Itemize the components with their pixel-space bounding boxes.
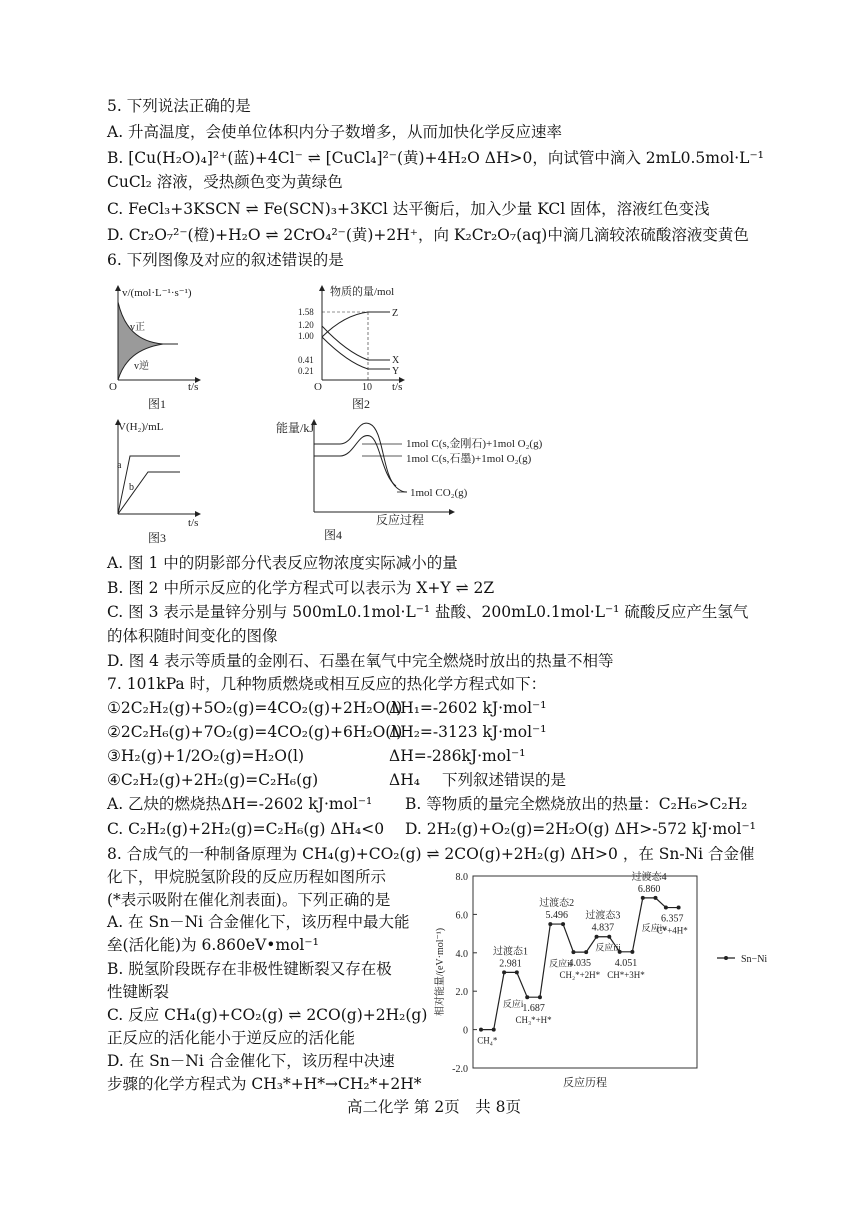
fig4-level-graphite: 1mol C(s,石墨)+1mol O₂(g) (406, 453, 532, 465)
q7-eq4: ④C₂H₂(g)+2H₂(g)=C₂H₆(g) (107, 771, 319, 789)
transition-state-label: 过渡态3 (585, 910, 621, 922)
figure-4 (262, 416, 562, 544)
fig3-xlabel: t/s (188, 517, 199, 529)
step-label: 反应iii (595, 942, 621, 953)
fig4-xlabel: 反应过程 (376, 513, 425, 527)
q7-option-b: B. 等物质的量完全燃烧放出的热量：C₂H₆>C₂H₂ (405, 795, 748, 813)
q5-option-c: C. FeCl₃+3KSCN ⇌ Fe(SCN)₃+3KCl 达平衡后，加入少量 KCl 固体，溶液红色变浅 (107, 200, 710, 218)
q6-option-c-line1: C. 图 3 表示是量锌分别与 500mL0.1mol·L⁻¹ 盐酸、200mL0.1mol·L⁻¹ 硫酸反应产生氢气 (107, 603, 749, 621)
fig1-caption: 图1 (148, 397, 167, 411)
q6-option-b: B. 图 2 中所示反应的化学方程式可以表示为 X+Y ⇌ 2Z (107, 579, 495, 597)
q7-dh2: ΔH₂=-3123 kJ·mol⁻¹ (389, 723, 547, 741)
y-tick-label: -2.0 (452, 1064, 468, 1075)
data-point (653, 896, 657, 900)
species-label: CH₂*+2H* (559, 970, 601, 981)
fig4-caption: 图4 (324, 528, 343, 542)
fig2-xtick: 10 (362, 382, 372, 393)
q8-option-c-line2: 正反应的活化能小于逆反应的活化能 (107, 1029, 356, 1047)
step-label: 反应iv (641, 922, 667, 933)
fig2-ylabel: 物质的量/mol (330, 286, 395, 298)
value-label: 5.496 (545, 910, 568, 922)
data-point (584, 950, 588, 954)
q8-option-a-line1: A. 在 Sn－Ni 合金催化下，该历程中最大能 (107, 913, 410, 931)
q8-option-a-line2: 垒(活化能)为 6.860eV•mol⁻¹ (107, 936, 319, 954)
y-tick-label: 6.0 (455, 910, 468, 922)
value-label: 6.860 (637, 883, 661, 895)
value-label: 1.687 (522, 1003, 545, 1015)
energy-profile-chart (425, 868, 845, 1098)
data-point (607, 935, 611, 939)
value-label: 2.981 (499, 958, 522, 970)
data-point (561, 922, 565, 926)
q7-dh1: ΔH₁=-2602 kJ·mol⁻¹ (389, 699, 547, 717)
q8-option-d-line2: 步骤的化学方程式为 CH₃*+H*→CH₂*+2H* (107, 1075, 422, 1093)
q8-option-c-line1: C. 反应 CH₄(g)+CO₂(g) ⇌ 2CO(g)+2H₂(g) (107, 1006, 428, 1024)
legend-label: Sn−Ni (741, 954, 768, 965)
data-point (492, 1028, 496, 1032)
q5-option-a: A. 升高温度，会使单位体积内分子数增多，从而加快化学反应速率 (107, 123, 563, 141)
fig3-curve-b: b (129, 482, 134, 493)
q5-option-d: D. Cr₂O₇²⁻(橙)+H₂O ⇌ 2CrO₄²⁻(黄)+2H⁺，向 K₂Cr₂O₇(aq)中滴几滴较浓硫酸溶液变黄色 (107, 226, 749, 244)
data-point (538, 995, 542, 999)
q8-stem: 8. 合成气的一种制备原理为 CH₄(g)+CO₂(g) ⇌ 2CO(g)+2H₂(g) ΔH>0 ，在 Sn-Ni 合金催 (107, 845, 755, 863)
fig1-v-forward: v正 (130, 322, 145, 333)
value-label: 4.035 (568, 958, 592, 970)
data-point (630, 950, 634, 954)
fig2-caption: 图2 (352, 397, 371, 411)
q6-stem: 6. 下列图像及对应的叙述错误的是 (107, 251, 344, 269)
x-axis-label: 反应历程 (563, 1077, 607, 1089)
fig1-ylabel: v/(mol·L⁻¹·s⁻¹) (122, 287, 192, 299)
page-footer: 高二化学 第 2页 共 8页 (346, 1098, 521, 1116)
q7-dh4: ΔH₄ (389, 771, 420, 789)
fig2-tick: 1.58 (298, 307, 314, 317)
fig2-xlabel: t/s (392, 381, 403, 393)
y-axis-label: 相对能量/(eV·mol⁻¹) (435, 927, 446, 1017)
fig1-xlabel: t/s (188, 381, 199, 393)
species-label: CH₃*+H* (515, 1015, 552, 1026)
fig3-ylabel: V(H₂)/mL (118, 421, 164, 433)
figure-3 (108, 416, 218, 544)
q7-ask: 下列叙述错误的是 (442, 771, 567, 789)
q6-option-c-line2: 的体积随时间变化的图像 (107, 627, 278, 645)
value-label: 6.357 (660, 913, 684, 925)
fig2-tick: 0.41 (298, 355, 314, 365)
fig3-caption: 图3 (148, 531, 167, 544)
transition-state-label: 过渡态2 (539, 898, 575, 910)
data-point (641, 896, 645, 900)
transition-state-label: 过渡态1 (492, 946, 528, 958)
q5-option-b-line2: CuCl₂ 溶液，受热颜色变为黄绿色 (107, 173, 343, 191)
q7-option-d: D. 2H₂(g)+O₂(g)=2H₂O(g) ΔH>-572 kJ·mol⁻¹ (405, 820, 756, 838)
fig2-label-z: Z (392, 308, 399, 319)
q8-option-b-line1: B. 脱氢阶段既存在非极性键断裂又存在极 (107, 960, 392, 978)
q8-option-b-line2: 性键断裂 (107, 983, 170, 1001)
fig2-tick: 1.20 (298, 320, 314, 330)
data-point (595, 935, 599, 939)
fig4-level-diamond: 1mol C(s,金刚石)+1mol O₂(g) (406, 438, 543, 450)
data-point (571, 950, 575, 954)
transition-state-label: 过渡态4 (631, 871, 667, 883)
step-label: 反应ii (549, 958, 573, 969)
q5-stem: 5. 下列说法正确的是 (107, 97, 251, 115)
q7-stem: 7. 101kPa 时，几种物质燃烧或相互反应的热化学方程式如下： (107, 675, 547, 693)
q7-eq2: ②2C₂H₆(g)+7O₂(g)=4CO₂(g)+6H₂O(l) (107, 723, 403, 741)
data-point (502, 970, 506, 974)
value-label: 4.837 (591, 922, 615, 934)
q7-eq3: ③H₂(g)+1/2O₂(g)=H₂O(l) (107, 747, 304, 765)
species-label: CH₄* (477, 1035, 498, 1046)
fig3-curve-a: a (117, 460, 122, 471)
fig1-v-reverse: v逆 (134, 361, 149, 372)
q8-stem-line3: (*表示吸附在催化剂表面)。下列正确的是 (107, 891, 391, 909)
data-point (525, 995, 529, 999)
fig1-origin: O (109, 381, 117, 393)
y-tick-label: 2.0 (455, 987, 468, 999)
legend-marker (724, 956, 728, 960)
fig4-level-co2: 1mol CO₂(g) (410, 487, 468, 499)
q8-option-d-line1: D. 在 Sn－Ni 合金催化下，该历程中决速 (107, 1052, 395, 1070)
q7-dh3: ΔH=-286kJ·mol⁻¹ (389, 747, 526, 765)
data-point (515, 970, 519, 974)
value-label: 4.051 (614, 957, 638, 969)
q7-option-a: A. 乙炔的燃烧热ΔH=-2602 kJ·mol⁻¹ (107, 795, 373, 813)
fig2-tick: 0.21 (298, 366, 314, 376)
fig2-tick: 1.00 (298, 331, 314, 341)
figure-2 (292, 282, 412, 412)
data-point (664, 906, 668, 910)
step-label: 反应i (502, 998, 524, 1009)
y-tick-label: 4.0 (455, 948, 468, 960)
y-tick-label: 8.0 (455, 872, 468, 883)
fig2-label-y: Y (392, 366, 400, 377)
species-label: C*+4H* (656, 925, 688, 936)
data-point (677, 906, 681, 910)
fig4-ylabel: 能量/kJ (276, 421, 315, 435)
data-point (479, 1028, 483, 1032)
figure-1 (108, 282, 218, 412)
fig2-origin: O (314, 381, 322, 393)
q7-eq1: ①2C₂H₂(g)+5O₂(g)=4CO₂(g)+2H₂O(l) (107, 699, 403, 717)
q6-option-d: D. 图 4 表示等质量的金刚石、石墨在氧气中完全燃烧时放出的热量不相等 (107, 652, 614, 670)
species-label: CH*+3H* (607, 969, 645, 980)
q6-option-a: A. 图 1 中的阴影部分代表反应物浓度实际减小的量 (107, 554, 458, 572)
data-point (548, 922, 552, 926)
q8-stem-line2: 化下，甲烷脱氢阶段的反应历程如图所示 (107, 868, 387, 886)
q7-option-c: C. C₂H₂(g)+2H₂(g)=C₂H₆(g) ΔH₄<0 (107, 820, 385, 838)
fig2-label-x: X (392, 355, 400, 366)
y-tick-label: 0 (463, 1025, 468, 1037)
q5-option-b-line1: B. [Cu(H₂O)₄]²⁺(蓝)+4Cl⁻ ⇌ [CuCl₄]²⁻(黄)+4H₂O ΔH>0，向试管中滴入 2mL0.5mol·L⁻¹ (107, 149, 764, 167)
